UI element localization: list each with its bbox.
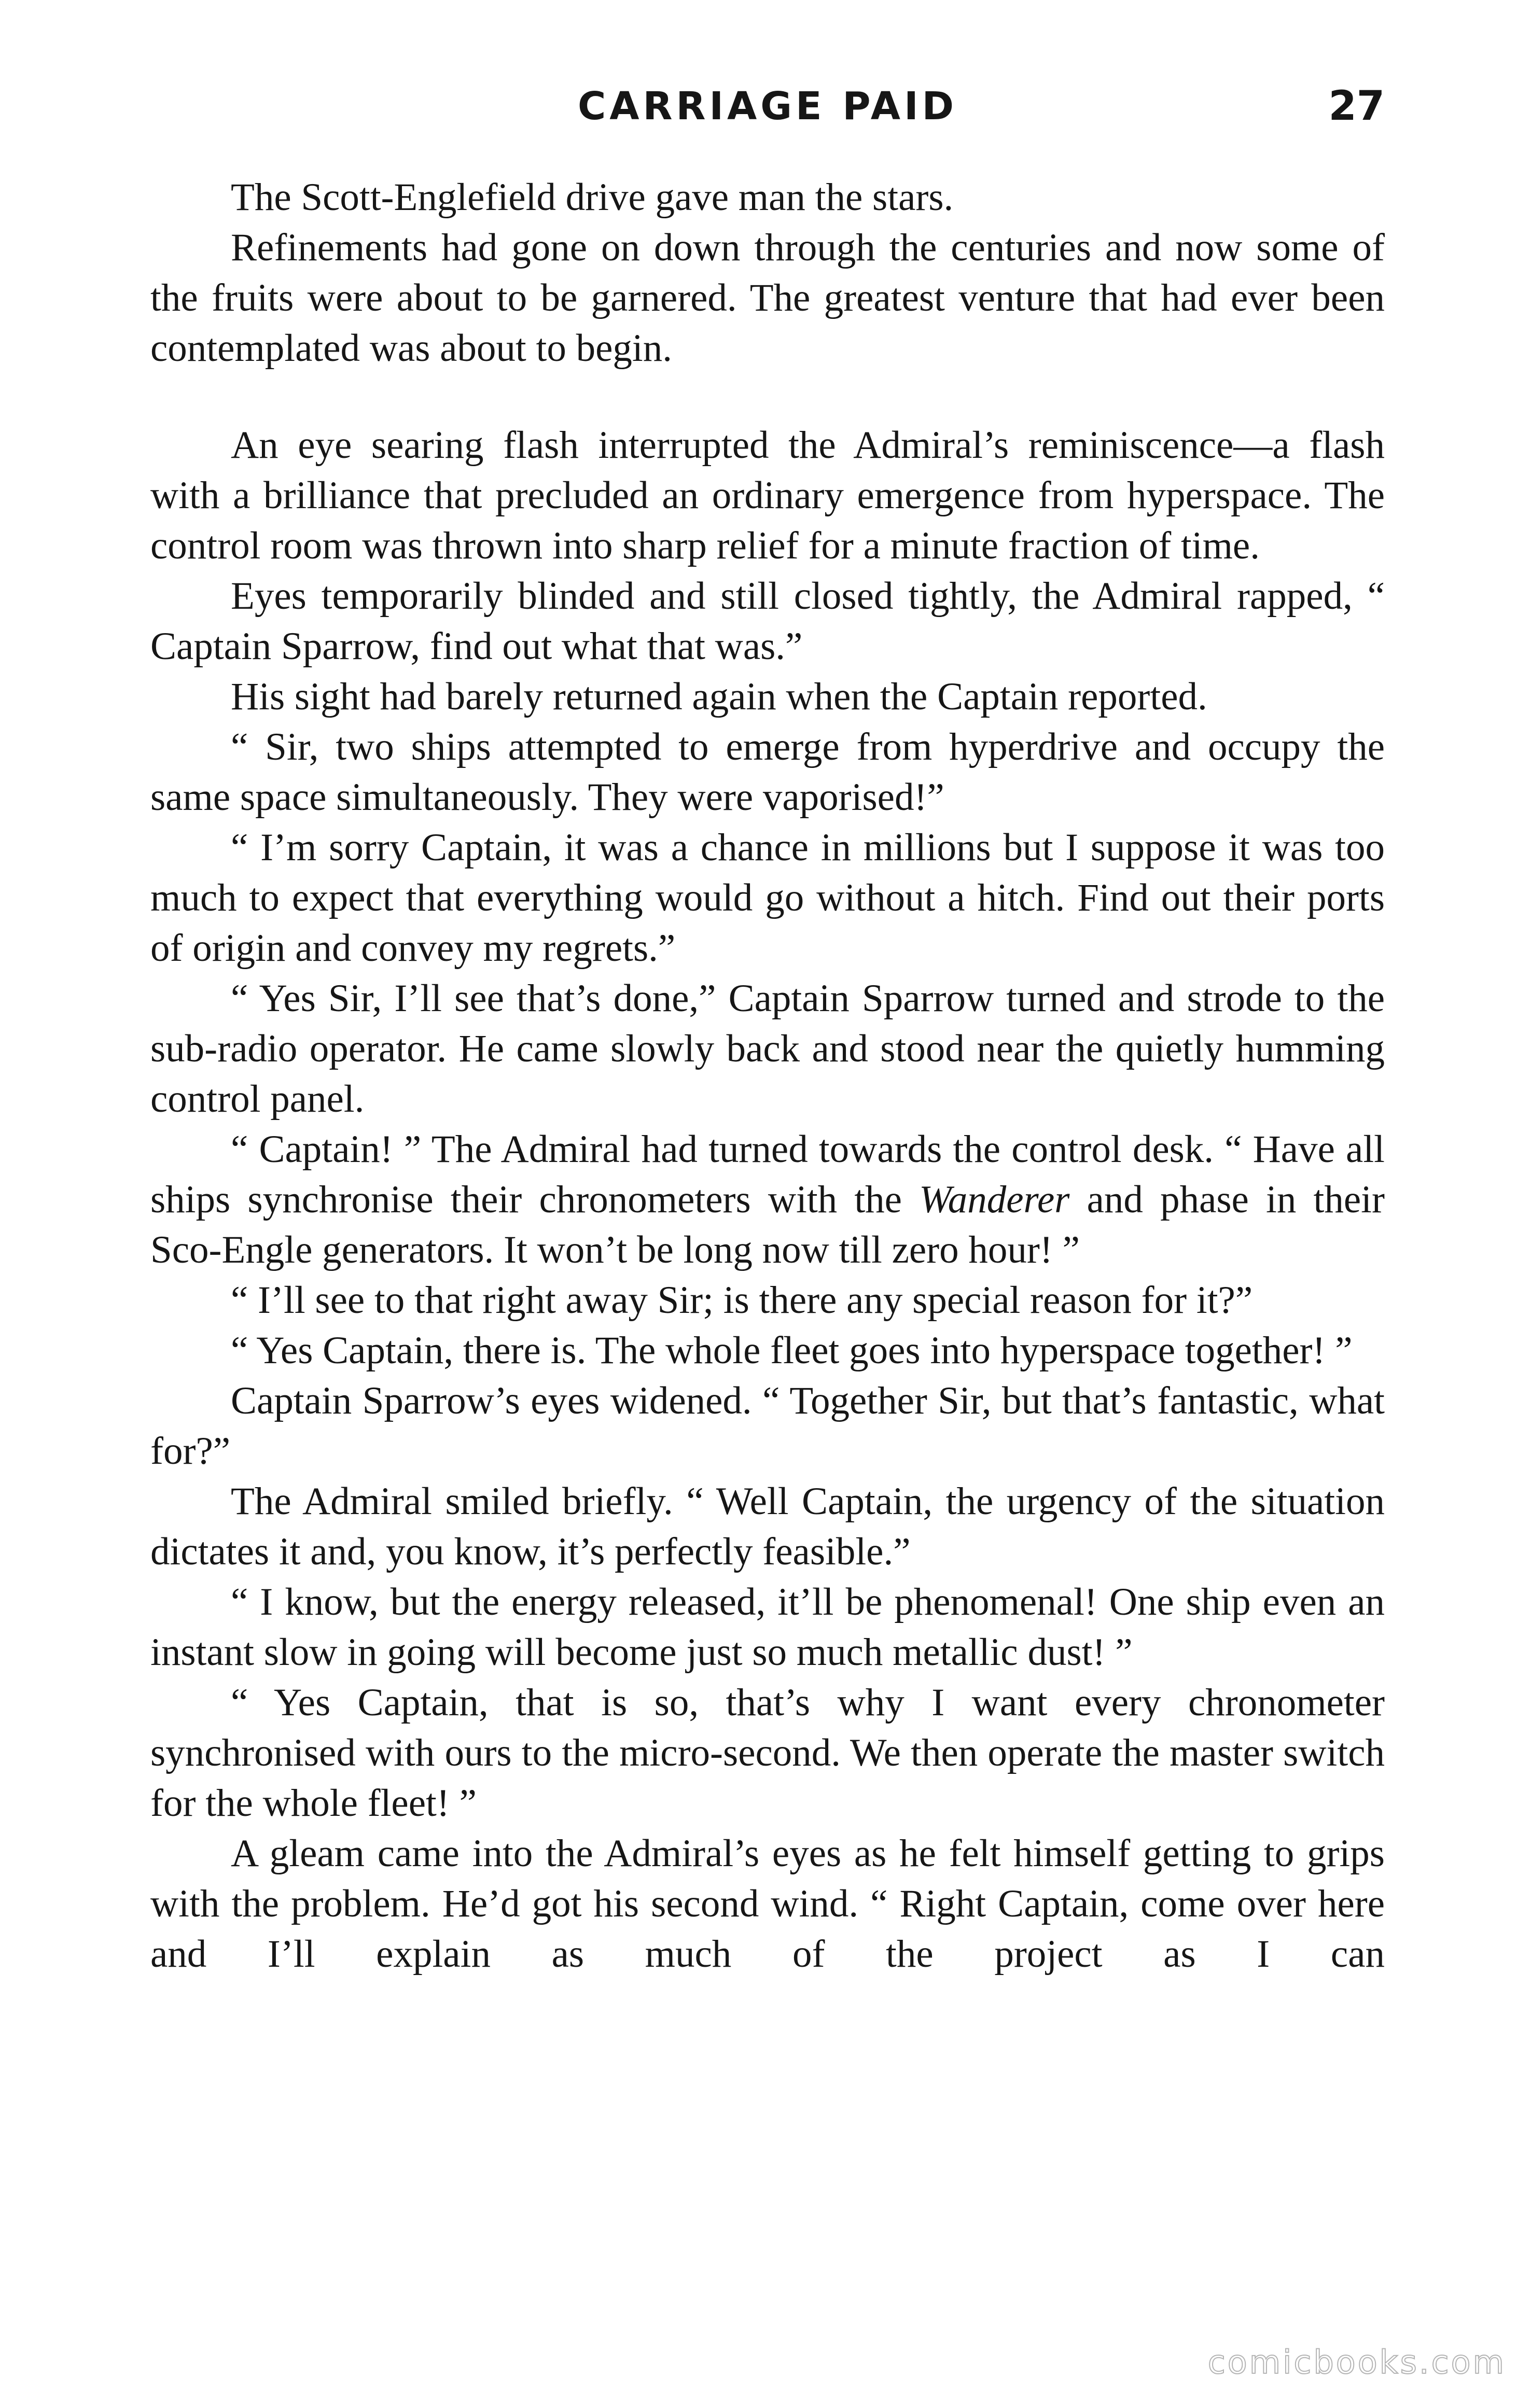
body-text <box>150 172 1385 1979</box>
paragraph: “ Yes Sir, I’ll see that’s done,” Captain Sparrow turned and strode to the sub-radio operator. He came slowly back and stood near the quietly humming control panel. <box>150 977 1385 1121</box>
paragraph: “ I’ll see to that right away Sir; is there any special reason for it?” <box>231 1279 1253 1322</box>
paragraph: The Admiral smiled briefly. “ Well Captain, the urgency of the situation dictates it and, you know, it’s perfectly feasible.” <box>150 1480 1385 1573</box>
paragraph <box>150 1124 1385 1275</box>
paragraph: “ I’m sorry Captain, it was a chance in millions but I suppose it was too much to expect that everything would go without a hitch. Find out their ports of origin and convey my regrets.” <box>150 826 1385 970</box>
watermark: comicbooks.com <box>1207 2343 1506 2381</box>
page-number: 27 <box>1328 83 1385 130</box>
paragraph-text: and phase in their Sco-Engle generators. It won’t be long now till zero hour! ” <box>150 1178 1385 1271</box>
paragraph: Captain Sparrow’s eyes widened. “ Together Sir, but that’s fantastic, what for?” <box>150 1379 1385 1473</box>
paragraph: “ Yes Captain, that is so, that’s why I want every chronometer synchronised with ours to the micro-second. We then operate the master switch for the whole fleet! ” <box>150 1681 1385 1825</box>
paragraph: An eye searing flash interrupted the Admiral’s reminiscence—a flash with a brilliance that precluded an ordinary emergence from hyperspace. The control room was thrown into sharp relief for a minute fraction of time. <box>150 424 1385 567</box>
running-head <box>150 78 1385 135</box>
running-title: CARRIAGE PAID <box>577 84 958 129</box>
paragraph: His sight had barely returned again when the Captain reported. <box>231 675 1207 718</box>
paragraph: A gleam came into the Admiral’s eyes as he felt himself getting to grips with the problem. He’d got his second wind. “ Right Captain, come over here and I’ll explain as much of the project as I can <box>150 1832 1385 1976</box>
paragraph: Eyes temporarily blinded and still closed tightly, the Admiral rapped, “ Captain Sparrow, find out what that was.” <box>150 575 1385 668</box>
paragraph: The Scott-Englefield drive gave man the stars. <box>231 176 954 219</box>
paragraph: “ I know, but the energy released, it’ll be phenomenal! One ship even an instant slow in going will become just so much metallic dust! ” <box>150 1580 1385 1674</box>
ship-name-emphasis: Wanderer <box>919 1178 1070 1221</box>
paragraph: “ Yes Captain, there is. The whole fleet goes into hyperspace together! ” <box>231 1329 1353 1372</box>
paragraph: “ Sir, two ships attempted to emerge from hyperdrive and occupy the same space simultaneously. They were vaporised!” <box>150 725 1385 819</box>
paragraph-text: “ Captain! ” The Admiral had turned towards the control desk. “ Have all ships synchronise their chronometers with the <box>150 1128 1385 1221</box>
paragraph: Refinements had gone on down through the centuries and now some of the fruits were about to be garnered. The greatest venture that had ever been contemplated was about to begin. <box>150 226 1385 370</box>
